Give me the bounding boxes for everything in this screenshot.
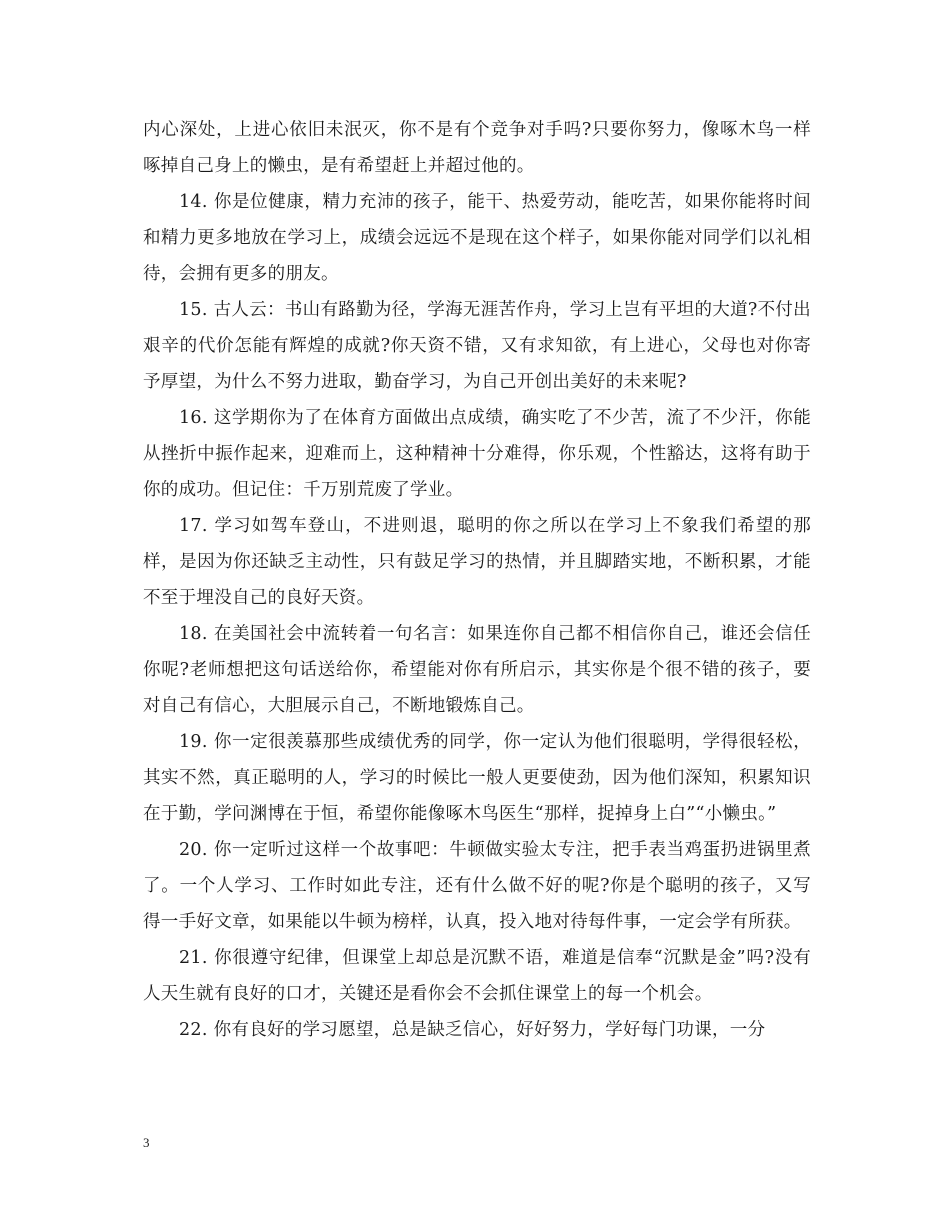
paragraph-item-21: 21. 你很遵守纪律，但课堂上却总是沉默不语，难道是信奉“沉默是金”吗?没有人天生就有良好的口才，关键还是看你会不会抓住课堂上的每一个机会。: [143, 948, 811, 1004]
paragraph-continuation: 内心深处，上进心依旧未泯灭，你不是有个竞争对手吗?只要你努力，像啄木鸟一样啄掉自己身上的懒虫，是有希望赶上并超过他的。: [143, 120, 811, 176]
paragraph-item-22: 22. 你有良好的学习愿望，总是缺乏信心，好好努力，学好每门功课，一分: [179, 1020, 766, 1040]
document-body: [143, 112, 811, 1048]
paragraph-item-17: 17. 学习如驾车登山，不进则退，聪明的你之所以在学习上不象我们希望的那样，是因为你还缺乏主动性，只有鼓足学习的热情，并且脚踏实地，不断积累，才能不至于埋没自己的良好天资。: [143, 516, 811, 608]
paragraph-item-16: 16. 这学期你为了在体育方面做出点成绩，确实吃了不少苦，流了不少汗，你能从挫折中振作起来，迎难而上，这种精神十分难得，你乐观，个性豁达，这将有助于你的成功。但记住：千万别荒废了学业。: [143, 408, 811, 500]
paragraph-item-19: 19. 你一定很羡慕那些成绩优秀的同学，你一定认为他们很聪明，学得很轻松，其实不然，真正聪明的人，学习的时候比一般人更要使劲，因为他们深知，积累知识在于勤，学问渊博在于恒，希望你能像啄木鸟医生“那样，捉掉身上白”“小懒虫。”: [143, 732, 811, 824]
paragraph-item-20: 20. 你一定听过这样一个故事吧：牛顿做实验太专注，把手表当鸡蛋扔进锅里煮了。一个人学习、工作时如此专注，还有什么做不好的呢?你是个聪明的孩子，又写得一手好文章，如果能以牛顿为榜样，认真，投入地对待每件事，一定会学有所获。: [143, 840, 811, 932]
paragraph-item-15: 15. 古人云：书山有路勤为径，学海无涯苦作舟，学习上岂有平坦的大道?不付出艰辛的代价怎能有辉煌的成就?你天资不错，又有求知欲，有上进心，父母也对你寄予厚望，为什么不努力进取，勤奋学习，为自己开创出美好的未来呢?: [143, 300, 811, 392]
paragraph-item-18: 18. 在美国社会中流转着一句名言：如果连你自己都不相信你自己，谁还会信任你呢?老师想把这句话送给你，希望能对你有所启示，其实你是个很不错的孩子，要对自己有信心，大胆展示自己，不断地锻炼自己。: [143, 624, 811, 716]
paragraph-item-14: 14. 你是位健康，精力充沛的孩子，能干、热爱劳动，能吃苦，如果你能将时间和精力更多地放在学习上，成绩会远远不是现在这个样子，如果你能对同学们以礼相待，会拥有更多的朋友。: [143, 192, 811, 284]
page-number: 3: [143, 1135, 150, 1150]
